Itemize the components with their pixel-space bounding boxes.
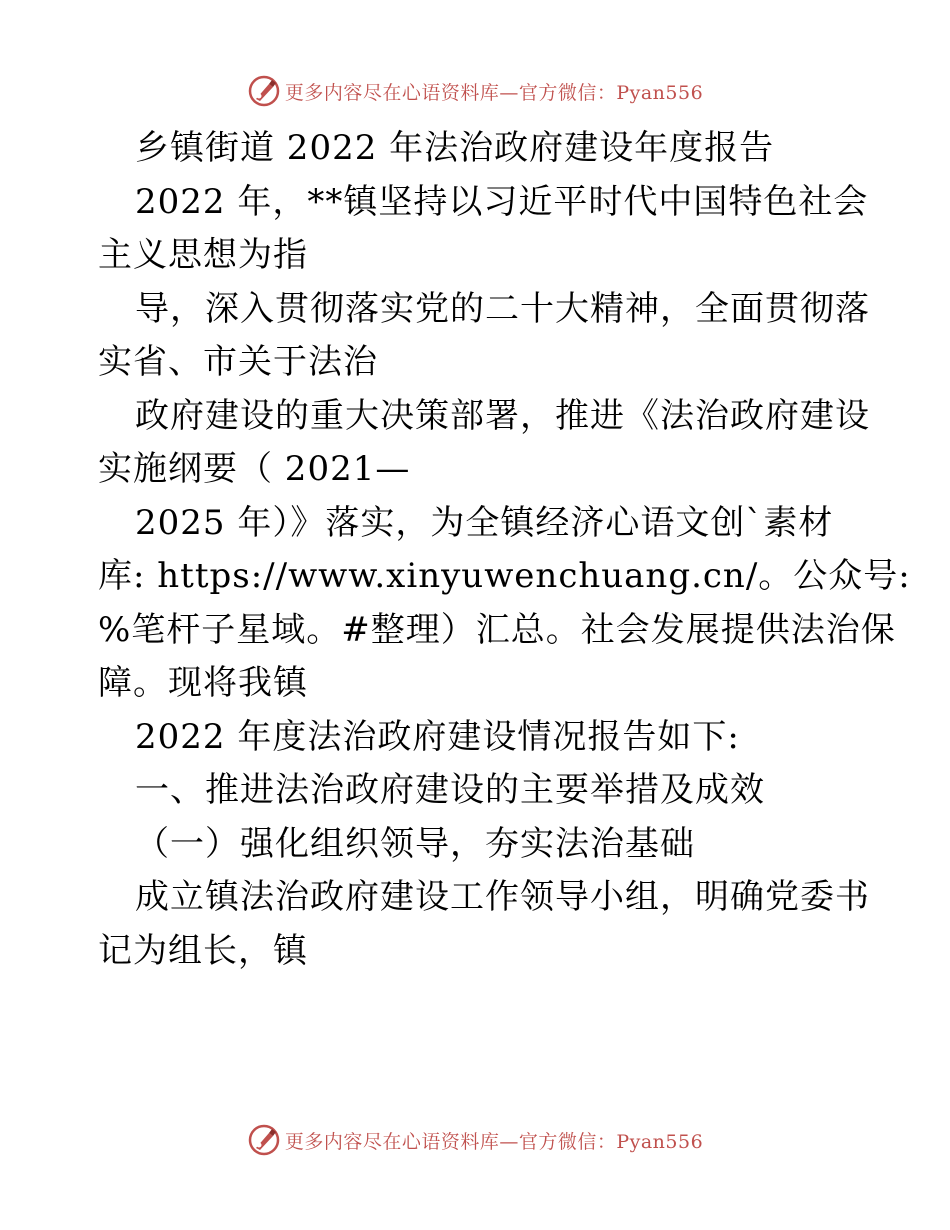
doc-line: %笔杆子星域。#整理）汇总。社会发展提供法治保	[98, 609, 896, 650]
watermark-text: 更多内容尽在心语资料库—官方微信：Pyan556	[284, 81, 704, 104]
subsection-heading: （一）强化组织领导，夯实法治基础	[135, 823, 695, 864]
doc-line: 2025 年）》落实，为全镇经济心语文创`素材	[135, 502, 834, 543]
section-heading: 一、推进法治政府建设的主要举措及成效	[135, 770, 765, 810]
doc-line: 政府建设的重大决策部署，推进《法治政府建设	[135, 395, 870, 436]
doc-line: 导，深入贯彻落实党的二十大精神，全面贯彻落	[135, 288, 870, 329]
doc-line: 实省、市关于法治	[98, 342, 378, 382]
footer-watermark	[0, 1120, 950, 1160]
doc-line: 记为组长，镇	[98, 930, 308, 971]
doc-line: 主义思想为指	[98, 235, 308, 275]
fountain-pen-seal-logo	[247, 1123, 281, 1157]
doc-line: 成立镇法治政府建设工作领导小组，明确党委书	[135, 877, 870, 917]
header-watermark	[0, 71, 950, 111]
doc-line: 实施纲要（ 2021—	[98, 449, 411, 489]
document-body	[98, 122, 911, 978]
doc-line: 库: https://www.xinyuwenchuang.cn/。公众号:	[98, 556, 911, 596]
fountain-pen-seal-logo	[247, 74, 281, 108]
doc-line: 2022 年度法治政府建设情况报告如下:	[135, 716, 740, 757]
doc-line: 障。现将我镇	[98, 663, 308, 703]
doc-line: 2022 年，**镇坚持以习近平时代中国特色社会	[135, 181, 869, 222]
watermark-text: 更多内容尽在心语资料库—官方微信：Pyan556	[284, 1130, 704, 1153]
doc-title: 乡镇街道 2022 年法治政府建设年度报告	[135, 128, 775, 168]
